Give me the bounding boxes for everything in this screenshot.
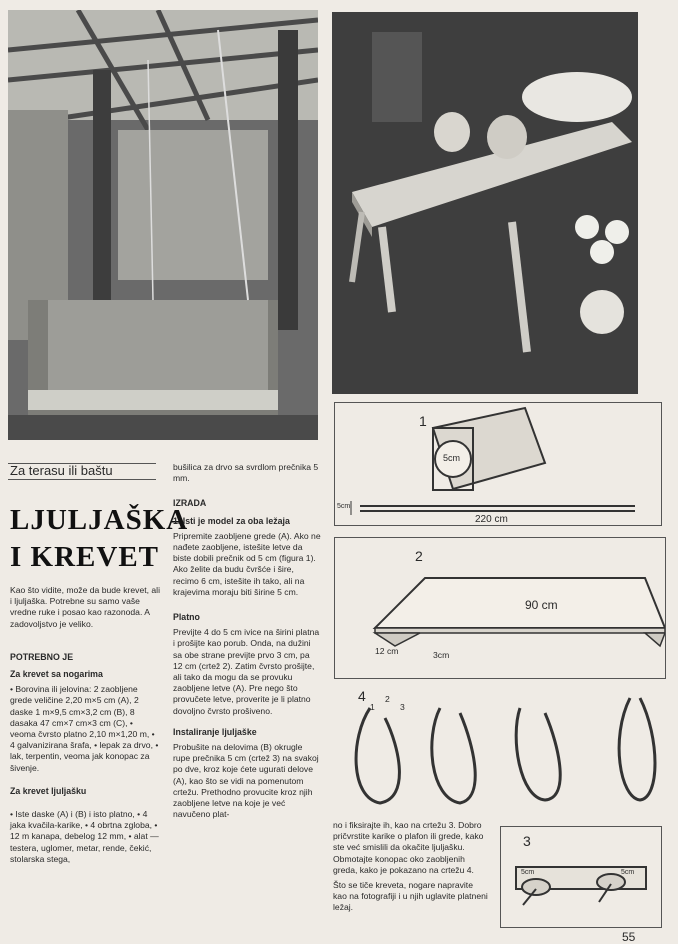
figure-2-fold1-label: 12 cm [375, 646, 399, 656]
platno-heading: Platno [173, 612, 200, 623]
figure-1-side-label: 5cm [337, 503, 351, 510]
construction-heading: IZRADA [173, 498, 207, 509]
install-heading: Instaliranje ljuljaške [173, 726, 257, 737]
install-text: Probušite na delovima (B) okrugle rupe prečnika 5 cm (crtež 3) na svakoj po dve, kroz koje ćete ugurati delove (A), kao što se vidi na pomenutom crtežu. Prethodno provucite kroz njih zaobljene letve na koje je već navučeno plat- [173, 742, 319, 820]
figure-2-fold2-label: 3cm [433, 650, 450, 660]
column-left [10, 585, 160, 869]
bed-note-text: Što se tiče kreveta, nogare napravite kao na fotografiji i u njih uglavite platneni ležaj. [333, 880, 488, 913]
figure-4-strand-2: 2 [385, 694, 390, 704]
figure-2-box [334, 537, 666, 679]
bed-materials-text: • Borovina ili jelovina: 2 zaobljene grede veličine 2,20 m×5 cm (A), 2 daske 1 m×9,5 cm×3,2 cm (B), 8 dasaka 47 cm×7 cm×3 cm (C), • veoma čvrsto platno 2,10 m×1,20 m, • 4 galvanizirana šrafa, • lepak za drvo, • lak, terpentin, veoma jak konopac za šivenje. [10, 684, 159, 773]
photo-veranda-swing [8, 10, 318, 440]
section-rule-bottom [8, 479, 156, 480]
figure-3-label-a: 5cm [521, 869, 535, 876]
continuation-text: no i fiksirajte ih, kao na crtežu 3. Dobro pričvrstite karike o plafon ili grede, kako ste već smislili da okačite ljuljašku. Obmotajte konopac oko zaobljenih greda, kako je pokazano na crtežu 4. [333, 820, 484, 875]
figure-1-box [334, 402, 662, 526]
section-label: Za terasu ili baštu [10, 463, 113, 478]
figure-2-width-label: 90 cm [525, 598, 558, 612]
platno-text: Previjte 4 do 5 cm ivice na širini platna i prošijte kao porub. Onda, na dužini sa obe strane previjte prvo 3 cm, pa 12 cm (crtež 2). Zatim čvrsto prošijte, ali tako da mogu da se provuku zaobljene letve (A). Pre nego što provučete letve, proverite je li platno dovoljno čvrsto prošiveno. [173, 627, 320, 716]
swing-materials-heading: Za krevet ljuljašku [10, 785, 87, 796]
intro-text: Kao što vidite, može da bude krevet, ali i ljuljaška. Potrebne su samo vaše vredne ruke i posao kao razonoda. A zadovoljstvo je veliko. [10, 585, 160, 629]
figure-3-number: 3 [523, 833, 531, 849]
photo-bed-children [332, 12, 638, 394]
tools-continued: bušilica za drvo sa svrdlom prečnika 5 mm. [173, 462, 319, 484]
figure-4-drawing [340, 688, 660, 818]
figure-4-number: 4 [358, 688, 366, 704]
column-right [333, 820, 488, 918]
page-number: 55 [622, 930, 636, 944]
figure-1-number: 1 [419, 413, 427, 429]
construction-subheading: 1. Isti je model za oba ležaja [173, 515, 290, 526]
construction-text: Pripremite zaobljene grede (A). Ako ne nađete zaobljene, istešite letve da biste dobili prečnik od 5 cm (figura 1). Ako želite da budu čvršće i šire, recimo 6 cm, istešite ih tako, ali na krajevima moraju biti širine 5 cm. [173, 530, 321, 597]
figure-4-strand-1: 1 [370, 702, 375, 712]
column-middle [173, 462, 321, 824]
bed-materials-heading: Za krevet sa nogarima [10, 669, 103, 680]
headline-line2: I KREVET [10, 541, 160, 573]
figure-4 [340, 688, 660, 818]
materials-heading: POTREBNO JE [10, 651, 74, 662]
figure-1-drawing [335, 403, 661, 525]
figure-3-box [500, 826, 662, 928]
figure-2-number: 2 [415, 548, 423, 564]
figure-1-length-label: 220 cm [475, 514, 508, 525]
figure-4-strand-3: 3 [400, 702, 405, 712]
swing-materials-text: • Iste daske (A) i (B) i isto platno, • 4 jaka kvačila-karike, • 4 obrtna zgloba, • 12 m kanapa, debelog 12 mm, • alat — testera, uglomer, metar, rende, čekić, stolarska stega, [10, 809, 159, 864]
headline-line1: LJULJAŠKA [10, 504, 189, 536]
figure-1-diameter-label: 5cm [443, 453, 461, 463]
figure-3-label-b: 5cm [621, 869, 635, 876]
